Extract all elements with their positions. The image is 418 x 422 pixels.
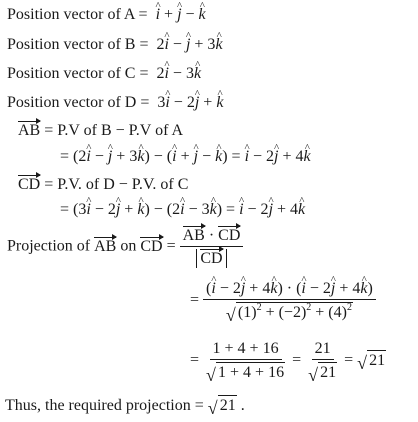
vector-ab: AB — [18, 122, 41, 139]
position-vector-a-label: Position vector of A = — [7, 6, 148, 23]
result-radicand: 21 — [320, 364, 337, 381]
result-numerator: 21 — [312, 340, 334, 360]
position-vector-b-value: 2i ^ − j ^ + 3k ^ — [152, 36, 222, 53]
position-vector-b-line — [7, 36, 223, 54]
position-vector-d-value: 3i ^ − 2j ^ + k ^ — [153, 94, 223, 111]
dot-product-fraction: (i ^ − 2j ^ + 4k ^) · (i ^ − 2j ^ + 4k ^) √ $(1)^2 + (-2)^2 + (4)^2$ — [203, 280, 376, 322]
conclusion-line: Thus, the required projection = √ 21 . — [5, 397, 245, 418]
projection-label: Projection of — [7, 237, 91, 255]
result-sqrt: √ 21 — [357, 351, 386, 373]
cd-definition-text: = P.V. of D − P.V. of C — [44, 176, 189, 193]
sum-numerator: 1 + 4 + 16 — [210, 340, 282, 360]
ab-definition-line — [18, 121, 183, 140]
denominator-vector-cd: CD — [200, 250, 223, 267]
conclusion-sqrt: √ 21 — [207, 397, 236, 418]
position-vector-c-line — [7, 65, 201, 83]
position-vector-a-line — [7, 6, 206, 24]
cd-definition-line — [18, 175, 188, 194]
result-fraction: 21 √ 21 — [308, 340, 337, 385]
position-vector-c-label: Position vector of C = — [7, 65, 149, 82]
sum-fraction: 1 + 4 + 16 √ 1 + 4 + 16 — [206, 340, 285, 385]
dot-product-line: = (i ^ − 2j ^ + 4k ^) · (i ^ − 2j ^ + 4k ^) √ $(1)^2 + (-2)^2 + (4)^2$ — [190, 280, 376, 322]
projection-formula-line: Projection of AB on CD = $\frac{AB \cdot CD}{CD}$ — [7, 226, 243, 268]
projection-vector-ab: AB — [94, 237, 117, 255]
numerator-vector-cd: CD — [218, 227, 241, 244]
position-vector-b-label: Position vector of B = — [7, 36, 149, 53]
numerator-vector-ab: AB — [182, 227, 205, 244]
projection-on-word: on — [120, 237, 137, 255]
projection-vector-cd: CD — [140, 237, 163, 255]
projection-fraction: $\frac{AB \cdot CD}{CD}$ — [180, 226, 244, 268]
position-vector-d-line — [7, 94, 223, 112]
sum-radicand: 1 + 4 + 16 — [218, 364, 285, 381]
ab-definition-text: = P.V of B − P.V of A — [44, 122, 184, 139]
position-vector-a-value: i ^ + j ^ − k ^ — [152, 6, 206, 23]
cd-computation-line: = (3i ^ − 2j ^ + k ^) − (2i ^ − 3k ^) = i ^ − 2j ^ + 4k ^ — [60, 201, 305, 219]
position-vector-d-label: Position vector of D = — [7, 94, 150, 111]
numeric-evaluation-line: = 1 + 4 + 16 √ 1 + 4 + 16 = 21 √ 21 = √ 21 — [190, 340, 386, 385]
conclusion-text: Thus, the required projection = — [5, 397, 204, 414]
vector-cd: CD — [18, 176, 41, 193]
ab-computation-line: = (2i ^ − j ^ + 3k ^) − (i ^ + j ^ − k ^) = i ^ − 2j ^ + 4k ^ — [60, 148, 311, 166]
position-vector-c-value: 2i ^ − 3k ^ — [152, 65, 201, 82]
